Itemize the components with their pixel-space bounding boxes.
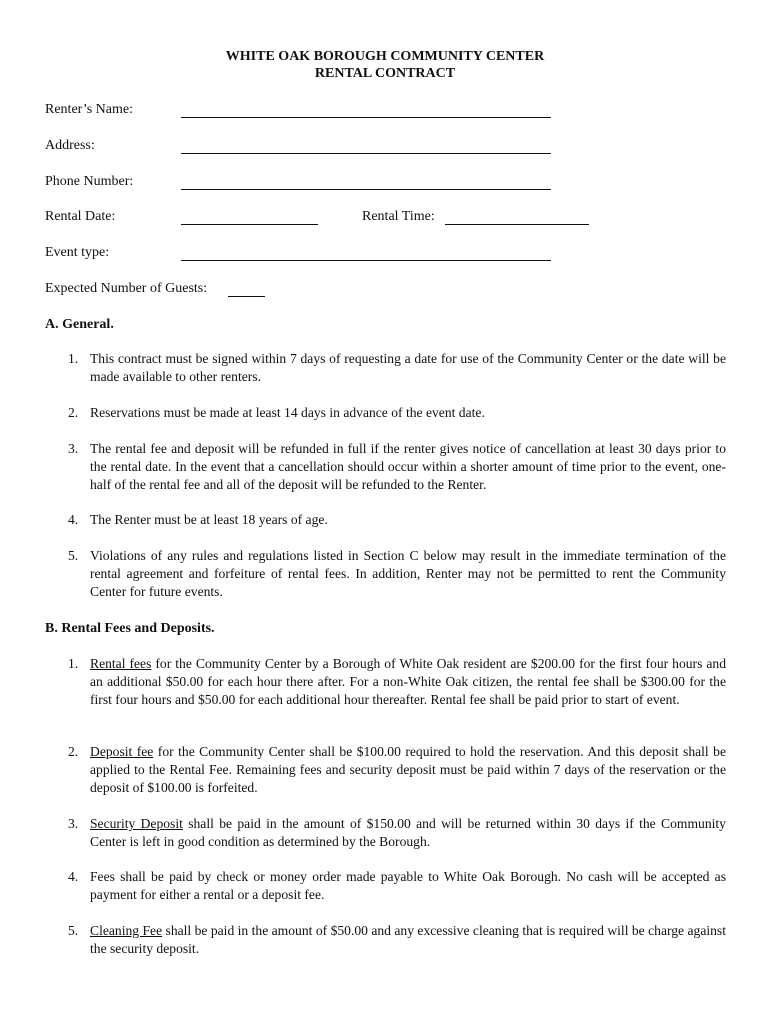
section-a-item: [45, 440, 726, 494]
section-b-item: [45, 868, 726, 904]
item-term: Cleaning Fee: [90, 923, 163, 938]
section-b-heading: B. Rental Fees and Deposits.: [45, 621, 215, 636]
rental-time-label: Rental Time:: [362, 209, 435, 224]
document-subtitle: RENTAL CONTRACT: [314, 66, 456, 81]
item-text: [90, 655, 726, 709]
renters-name-label: Renter’s Name:: [45, 102, 133, 117]
address-field[interactable]: [181, 153, 551, 154]
item-text: This contract must be signed within 7 days of requesting a date for use of the Community Center or the date will be made available to other renters.: [90, 351, 726, 384]
item-text: The rental fee and deposit will be refunded in full if the renter gives notice of cancellation at least 30 days prior to the rental date. In the event that a cancellation should occur within a shorter amount of time prior to the event, one-half of the rental fee and all of the deposit will be refunded to the Renter.: [90, 441, 726, 492]
guests-label: Expected Number of Guests:: [45, 281, 208, 296]
section-b-item: [45, 743, 726, 797]
item-number: 5.: [68, 923, 79, 938]
section-b-item: [45, 655, 726, 709]
item-body: for the Community Center by a Borough of White Oak resident are $200.00 for the first four hours and an additional $50.00 for each hour there after. For a non-White Oak citizen, the rental fee shall be $300.00 for the first four hours and $50.00 for each additional hour thereafter. Rental fee shall be paid prior to start of event.: [90, 656, 726, 707]
item-text: Fees shall be paid by check or money order made payable to White Oak Borough. No cash will be accepted as payment for either a rental or a deposit fee.: [90, 869, 726, 902]
section-a-item: [45, 404, 726, 422]
section-a-item: [45, 547, 726, 601]
item-number: 4.: [68, 512, 79, 527]
document-title: WHITE OAK BOROUGH COMMUNITY CENTER: [225, 49, 545, 64]
item-term: Deposit fee: [90, 744, 154, 759]
item-text: The Renter must be at least 18 years of age.: [90, 512, 328, 527]
item-text: [90, 922, 726, 958]
rental-date-field[interactable]: [181, 224, 318, 225]
section-a-heading: A. General.: [45, 317, 114, 332]
event-type-field[interactable]: [181, 260, 551, 261]
guests-field[interactable]: [228, 296, 265, 297]
item-number: 4.: [68, 869, 79, 884]
item-number: 5.: [68, 548, 79, 563]
item-body: shall be paid in the amount of $150.00 and will be returned within 30 days if the Community Center is left in good condition as determined by the Borough.: [90, 816, 726, 849]
item-number: 1.: [68, 656, 79, 671]
section-b-item: [45, 815, 726, 851]
section-a-item: [45, 350, 726, 386]
phone-number-label: Phone Number:: [45, 174, 134, 189]
item-number: 3.: [68, 441, 79, 456]
item-number: 1.: [68, 351, 79, 366]
item-text: Reservations must be made at least 14 days in advance of the event date.: [90, 405, 485, 420]
item-number: 3.: [68, 816, 79, 831]
item-text: Violations of any rules and regulations listed in Section C below may result in the immediate termination of the rental agreement and forfeiture of rental fees. In addition, Renter may not be permitted to rent the Community Center for future events.: [90, 548, 726, 599]
renters-name-field[interactable]: [181, 117, 551, 118]
item-text: [90, 815, 726, 851]
item-term: Security Deposit: [90, 816, 183, 831]
section-b-item: [45, 922, 726, 958]
address-label: Address:: [45, 138, 95, 153]
rental-time-field[interactable]: [445, 224, 589, 225]
item-body: for the Community Center shall be $100.00 required to hold the reservation. And this deposit shall be applied to the Rental Fee. Remaining fees and security deposit must be paid within 7 days of the reservation or the deposit of $100.00 is forfeited.: [90, 744, 726, 795]
item-text: [90, 743, 726, 797]
item-number: 2.: [68, 405, 79, 420]
item-number: 2.: [68, 744, 79, 759]
item-body: shall be paid in the amount of $50.00 and any excessive cleaning that is required will be charge against the security deposit.: [90, 923, 726, 956]
rental-date-label: Rental Date:: [45, 209, 116, 224]
item-term: Rental fees: [90, 656, 152, 671]
phone-number-field[interactable]: [181, 189, 551, 190]
section-a-item: [45, 511, 726, 529]
event-type-label: Event type:: [45, 245, 110, 260]
